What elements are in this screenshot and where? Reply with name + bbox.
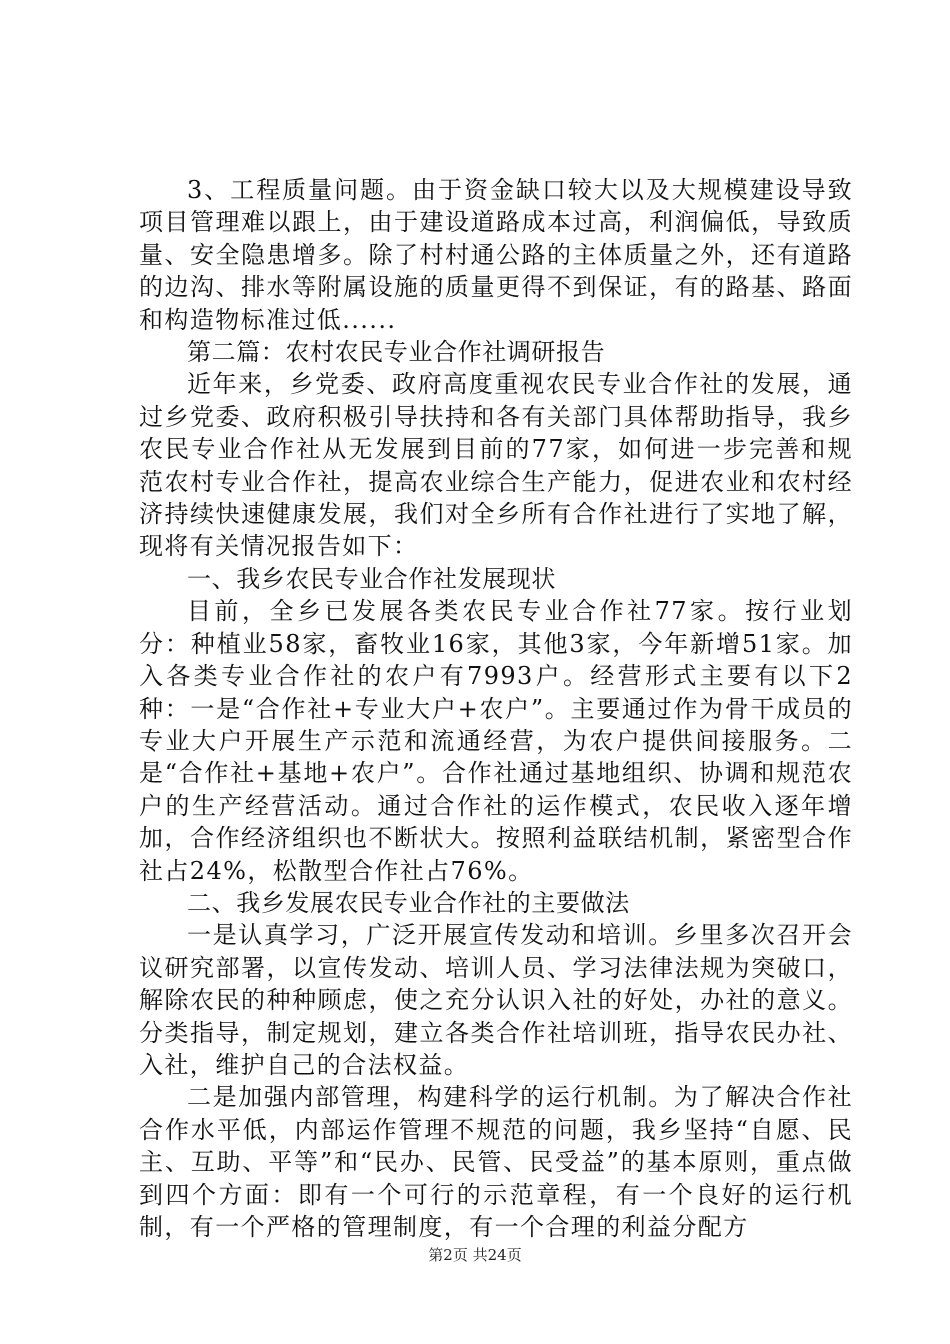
section-title-part-two: 第二篇：农村农民专业合作社调研报告 [187, 338, 606, 367]
paragraph-development-status: 目前，全乡已发展各类农民专业合作社77家。按行业划分：种植业58家，畜牧业16家，其他3家，今年新增51家。加入各类专业合作社的农户有7993户。经营形式主要有以下2种：一是“合作社+专业大户+农户”。主要通过作为骨干成员的专业大户开展生产示范和流通经营，为农户提供间接服务。二是“合作社+基地+农户”。合作社通过基地组织、协调和规范农户的生产经营活动。通过合作社的运作模式，农民收入逐年增加，合作经济组织也不断状大。按照利益联结机制，紧密型合作社占24%，松散型合作社占76%。 [139, 597, 853, 885]
heading-development-status: 一、我乡农民专业合作社发展现状 [187, 564, 556, 593]
document-body [139, 174, 853, 1243]
paragraph-engineering-quality: 3、工程质量问题。由于资金缺口较大以及大规模建设导致项目管理难以跟上，由于建设道路成本过高，利润偏低，导致质量、安全隐患增多。除了村村通公路的主体质量之外，还有道路的边沟、排水等附属设施的质量更得不到保证，有的路基、路面和构造物标准过低...... [139, 176, 853, 334]
paragraph-practice-management: 二是加强内部管理，构建科学的运行机制。为了解决合作社合作水平低，内部运作管理不规范的问题，我乡坚持“自愿、民主、互助、平等”和“民办、民管、民受益”的基本原则，重点做到四个方面：即有一个可行的示范章程，有一个良好的运行机制，有一个严格的管理制度，有一个合理的利益分配方 [139, 1083, 853, 1241]
paragraph-introduction: 近年来，乡党委、政府高度重视农民专业合作社的发展，通过乡党委、政府积极引导扶持和各有关部门具体帮助指导，我乡农民专业合作社从无发展到目前的77家，如何进一步完善和规范农村专业合作社，提高农业综合生产能力，促进农业和农村经济持续快速健康发展，我们对全乡所有合作社进行了实地了解，现将有关情况报告如下： [139, 370, 853, 561]
page-number-footer: 第2页 共24页 [428, 1246, 522, 1264]
heading-main-practices: 二、我乡发展农民专业合作社的主要做法 [187, 888, 630, 917]
paragraph-practice-study: 一是认真学习，广泛开展宣传发动和培训。乡里多次召开会议研究部署，以宣传发动、培训人员、学习法律法规为突破口，解除农民的种种顾虑，使之充分认识入社的好处，办社的意义。分类指导，制定规划，建立各类合作社培训班，指导农民办社、入社，维护自己的合法权益。 [139, 921, 853, 1079]
